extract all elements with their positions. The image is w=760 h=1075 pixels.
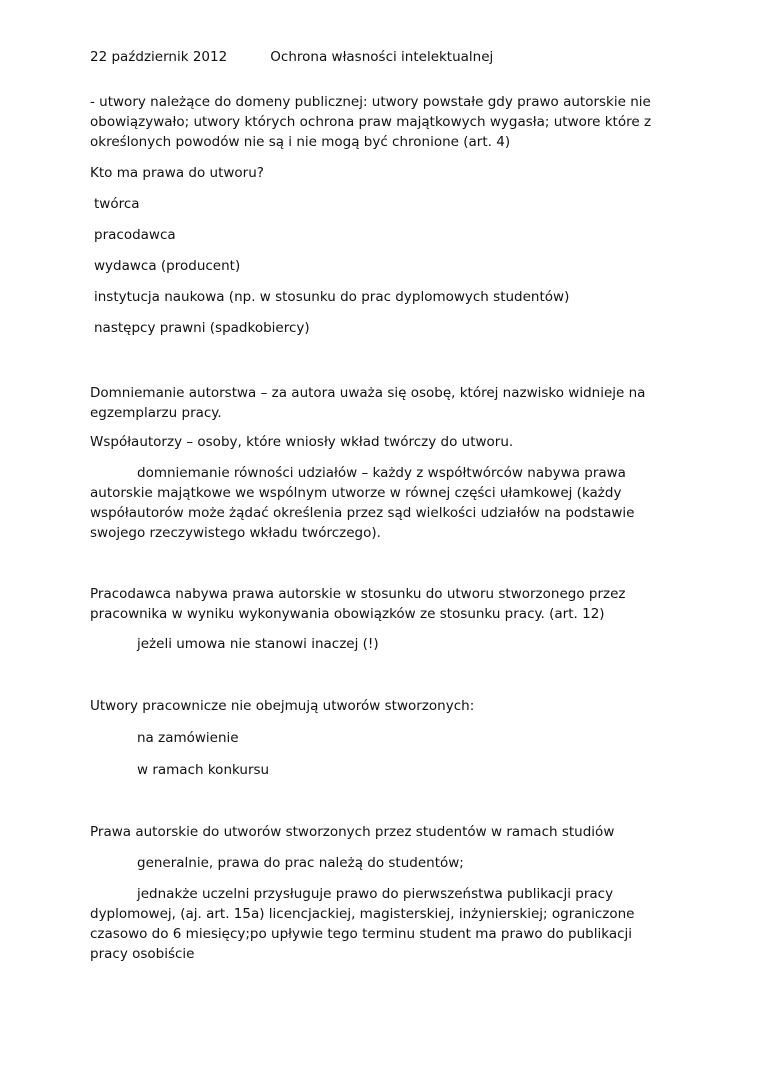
paragraph-jednakze-uczelni: jednakże uczelni przysługuje prawo do pierwszeństwa publikacji pracy dyplomowej, (aj. art. 15a) licencjackiej, magisterskiej, inżynierskiej; ograniczone czasowo do 6 miesięcy;po upływie tego terminu student ma prawo do publikacji pracy osobiście — [90, 886, 635, 962]
paragraph-jezeli-umowa: jeżeli umowa nie stanowi inaczej (!) — [137, 636, 379, 652]
paragraph-public-domain: - utwory należące do domeny publicznej: utwory powstałe gdy prawo autorskie nie obowiązywało; utwory których ochrona praw majątkowych wygasła; utwore które z określonych powodów nie są i nie mogą być chronione (art. 4) — [90, 94, 652, 150]
paragraph-utwory-pracownicze: Utwory pracownicze nie obejmują utworów stworzonych: — [90, 698, 475, 714]
list-item-na-zamowienie: na zamówienie — [137, 730, 239, 746]
page-header — [90, 47, 670, 67]
page-title: Ochrona własności intelektualnej — [270, 49, 494, 65]
list-item-nastepcy-prawni: następcy prawni (spadkobiercy) — [94, 320, 310, 336]
header-date: 22 październik 2012 — [90, 49, 228, 65]
paragraph-generalnie: generalnie, prawa do prac należą do studentów; — [137, 855, 464, 871]
paragraph-prawa-studentow: Prawa autorskie do utworów stworzonych przez studentów w ramach studiów — [90, 824, 615, 840]
paragraph-domniemanie-autorstwa: Domniemanie autorstwa – za autora uważa się osobę, której nazwisko widnieje na egzemplarzu pracy. — [90, 385, 646, 421]
list-item-w-ramach-konkursu: w ramach konkursu — [137, 762, 270, 778]
paragraph-pracodawca-nabywa: Pracodawca nabywa prawa autorskie w stosunku do utworu stworzonego przez pracownika w wyniku wykonywania obowiązków ze stosunku pracy. (art. 12) — [90, 586, 626, 622]
list-item-wydawca: wydawca (producent) — [94, 258, 241, 274]
paragraph-wspolautorzy: Współautorzy – osoby, które wniosły wkład twórczy do utworu. — [90, 434, 514, 450]
list-item-pracodawca: pracodawca — [94, 227, 176, 243]
list-item-instytucja-naukowa: instytucja naukowa (np. w stosunku do prac dyplomowych studentów) — [94, 289, 570, 305]
paragraph-domniemanie-rownosci: domniemanie równości udziałów – każdy z współtwórców nabywa prawa autorskie majątkowe we wspólnym utworze w równej części ułamkowej (każdy współautorów może żądać określenia przez sąd wielkości udziałów na podstawie swojego rzeczywistego wkładu twórczego). — [90, 465, 635, 541]
heading-who-has-rights: Kto ma prawa do utworu? — [90, 165, 264, 181]
list-item-tworca: twórca — [94, 196, 140, 212]
